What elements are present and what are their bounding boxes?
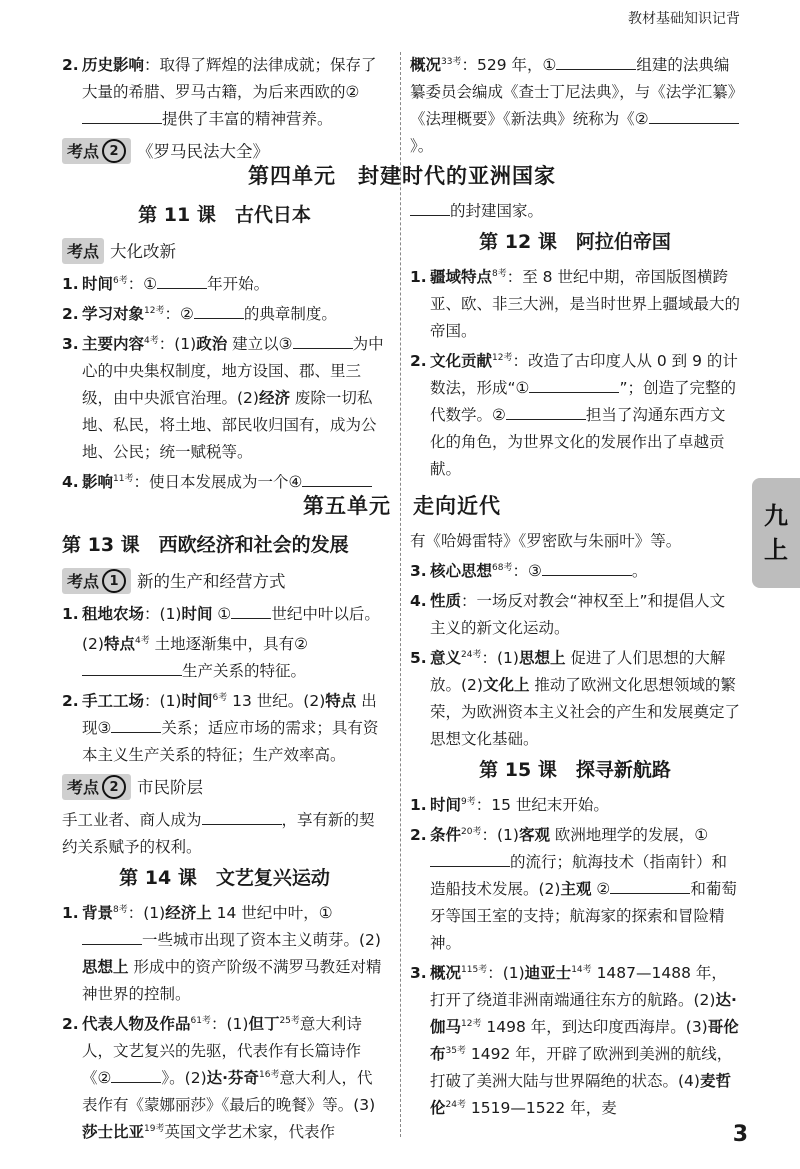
lesson-15-title: 第 15 课 探寻新航路 — [479, 759, 671, 781]
lesson-11-item-3: 3. 主要内容$^{4考}$：(1)政治 建立以③ 为中心的中央集权制度，地方设国、郡、里三级，由中央派官治理。(2)经济 废除一切私地、私民，将土地、部民收归国有，成为公地、公民；统一赋税等。 — [62, 331, 387, 466]
lesson-14-item-5: 5. 意义$^{24考}$：(1)思想上 促进了人们思想的大解放。(2)文化上 推动了欧洲文化思想领域的繁荣，为欧洲资本主义社会的产生和发展奠定了思想文化基础。 — [410, 649, 741, 748]
answer-blank[interactable] — [293, 332, 353, 349]
answer-blank[interactable] — [194, 302, 244, 319]
lesson-12-item-2: 2. 文化贡献$^{12考}$：改造了古印度人从 0 到 9 的计数法，形成“① ”；创造了完整的代数学。② 担当了沟通东西方文化的角色，为世界文化的发展作出了卓越贡献。 — [410, 352, 738, 478]
answer-blank[interactable] — [111, 716, 161, 733]
lesson-13-item-1b: (2)特点$^{4考}$ 土地逐渐集中，具有②生产关系的特征。 — [82, 635, 309, 680]
kaodian-tag: 考点 1 — [62, 568, 131, 594]
lesson-14-item-4: 4. 性质：一场反对教会“神权至上”和提倡人文主义的新文化运动。 — [410, 592, 726, 637]
answer-blank[interactable] — [82, 659, 182, 676]
lesson-11-item-4: 4. 影响$^{11考}$：使日本发展成为一个④ — [62, 469, 387, 496]
right-column-top — [410, 52, 740, 163]
right-column-lesson-12 — [410, 198, 740, 486]
roman-law-item-2: 2. 历史影响：取得了辉煌的法律成就；保存了大量的希腊、罗马古籍，为后来西欧的②提供了丰富的精神营养。 — [62, 56, 377, 128]
kaodian-tag: 考点 2 — [62, 774, 131, 800]
lesson-13-item-1: 1. 租地农场：(1)时间 ① 世纪中叶以后。 — [62, 601, 387, 628]
answer-blank[interactable] — [202, 808, 282, 825]
lesson-14-item-2: 2. 代表人物及作品$^{61考}$：(1)但丁$^{25考}$意大利诗人，文艺复兴的先驱，代表作有长篇诗作《② 》。(2)达·芬奇$^{16考}$意大利人，代表作有《蒙娜丽莎》《最后的晚餐》等。(3)莎士比亚$^{19考}$英国文学艺术家，代表作 — [62, 1015, 376, 1141]
circled-number: 1 — [102, 569, 126, 593]
kaodian-tag: 考点 — [62, 238, 104, 264]
lesson-11-continued: 的封建国家。 — [410, 198, 740, 225]
unit-4-title: 第四单元 封建时代的亚洲国家 — [248, 164, 556, 188]
lesson-12-item-1: 1. 疆域特点$^{8考}$：至 8 世纪中期，帝国版图横跨亚、欧、非三大洲，是当时世界上疆域最大的帝国。 — [410, 268, 741, 340]
answer-blank[interactable] — [529, 376, 619, 393]
answer-blank[interactable] — [542, 559, 632, 576]
lesson-14-item-1: 1. 背景$^{8考}$：(1)经济上 14 世纪中叶，①一些城市出现了资本主义萌芽。(2)思想上 形成中的资产阶级不满罗马教廷对精神世界的控制。 — [62, 904, 382, 1003]
lesson-13-item-2: 2. 手工工场：(1)时间$^{6考}$ 13 世纪。(2)特点 出现③ 关系；适应市场的需求；具有资本主义生产关系的特征；生产效率高。 — [62, 692, 379, 764]
lesson-15-item-3: 3. 概况$^{115考}$：(1)迪亚士$^{14考}$ 1487—1488 年，打开了绕道非洲南端通往东方的航路。(2)达·伽马$^{12考}$ 1498 年，到达印度西海岸。(3)哥伦布$^{35考}$ 1492 年，开辟了欧洲到美洲的航线，打破了美洲大陆与世界隔绝的状态。(4)麦哲伦$^{24考}$ 1519—1522 年，麦 — [410, 964, 739, 1117]
kaodian-heading-citizen-class: 考点 2 市民阶层 — [62, 773, 387, 801]
answer-blank[interactable] — [610, 877, 690, 894]
left-column-lesson-13-14 — [62, 528, 387, 1149]
lesson-15-item-1: 1. 时间$^{9考}$：15 世纪末开始。 — [410, 796, 609, 814]
answer-blank[interactable] — [410, 199, 450, 216]
circled-number: 2 — [102, 139, 126, 163]
lesson-14-title: 第 14 课 文艺复兴运动 — [119, 867, 330, 889]
answer-blank[interactable] — [82, 928, 142, 945]
answer-blank[interactable] — [556, 53, 636, 70]
answer-blank[interactable] — [649, 107, 739, 124]
answer-blank[interactable] — [82, 107, 162, 124]
lesson-11-title: 第 11 课 古代日本 — [138, 204, 311, 226]
lesson-11-item-1: 1. 时间$^{6考}$：① 年开始。 — [62, 271, 387, 298]
kaodian-heading-taika-reform: 考点 大化改新 — [62, 237, 387, 265]
justinian-code-overview: 概况$^{33考}$：529 年，① 组建的法典编纂委员会编成《查士丁尼法典》，与《法学汇纂》《法理概要》《新法典》统称为《②》。 — [410, 52, 740, 160]
column-divider — [400, 52, 401, 1137]
left-column — [62, 52, 387, 171]
lesson-14-item-3: 3. 核心思想$^{68考}$：③ 。 — [410, 558, 740, 585]
answer-blank[interactable] — [506, 403, 586, 420]
kaodian-tag: 考点 2 — [62, 138, 131, 164]
circled-number: 2 — [102, 775, 126, 799]
page-header-title: 教材基础知识记背 — [628, 11, 740, 27]
lesson-14-continued: 有《哈姆雷特》《罗密欧与朱丽叶》等。 — [410, 532, 682, 550]
kaodian-heading-new-production: 考点 1 新的生产和经营方式 — [62, 567, 387, 595]
grade-side-tab: 九 上 — [752, 478, 800, 588]
lesson-15-item-2: 2. 条件$^{20考}$：(1)客观 欧洲地理学的发展，①的流行；航海技术（指南针）和造船技术发展。(2)主观 ② 和葡萄牙等国王室的支持；航海家的探索和冒险精神。 — [410, 826, 737, 952]
unit-5-title: 第五单元 走向近代 — [303, 494, 501, 518]
lesson-12-title: 第 12 课 阿拉伯帝国 — [479, 231, 671, 253]
answer-blank[interactable] — [111, 1066, 161, 1083]
lesson-11-item-2: 2. 学习对象$^{12考}$：② 的典章制度。 — [62, 301, 387, 328]
right-column-lesson-14-15 — [410, 528, 740, 1125]
lesson-13-title: 第 13 课 西欧经济和社会的发展 — [62, 534, 349, 556]
page-number: 3 — [732, 1122, 748, 1147]
answer-blank[interactable] — [231, 602, 271, 619]
left-column-lesson-11 — [62, 198, 387, 499]
kaodian-heading-roman-civil-law: 考点 2 《罗马民法大全》 — [62, 137, 387, 165]
answer-blank[interactable] — [157, 272, 207, 289]
answer-blank[interactable] — [302, 470, 372, 487]
answer-blank[interactable] — [430, 850, 510, 867]
citizen-class-text: 手工业者、商人成为 ，享有新的契约关系赋予的权利。 — [62, 807, 387, 861]
